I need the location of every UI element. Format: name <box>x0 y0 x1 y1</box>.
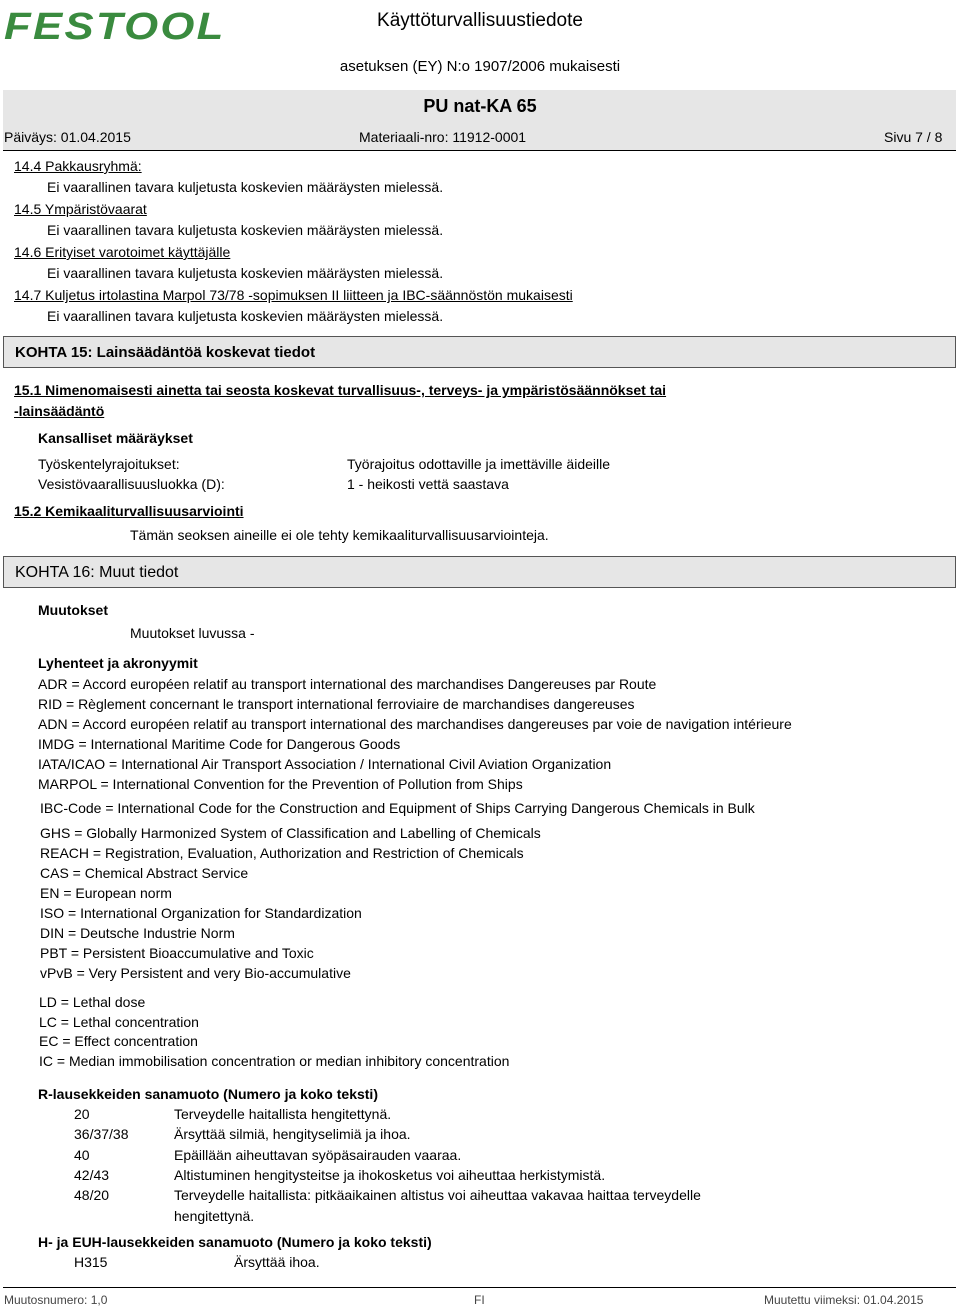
abbreviation-line: ADN = Accord européen relatif au transport international des marchandises dangereuses par voie de navigation intérieure <box>38 716 792 732</box>
abbreviation-line: ADR = Accord européen relatif au transport international des marchandises Dangereuses par Route <box>38 676 657 692</box>
work-restriction-label: Työskentelyrajoitukset: <box>38 456 180 472</box>
section-15-bar <box>3 336 956 368</box>
document-date: Päiväys: 01.04.2015 <box>4 129 131 145</box>
section-16-title: KOHTA 16: Muut tiedot <box>15 564 179 581</box>
language-code: FI <box>474 1293 485 1307</box>
section-15-title: KOHTA 15: Lainsäädäntöä koskevat tiedot <box>15 344 316 361</box>
heading-14-4: 14.4 Pakkausryhmä: <box>14 158 142 174</box>
r-phrase-text: Terveydelle haitallista: pitkäaikainen altistus voi aiheuttaa vakavaa haittaa terveydelle <box>174 1187 701 1203</box>
abbreviation-line: IMDG = International Maritime Code for Dangerous Goods <box>38 736 401 752</box>
last-modified: Muutettu viimeksi: 01.04.2015 <box>764 1293 924 1307</box>
r-phrase-code: 20 <box>74 1106 90 1122</box>
r-phrase-text: Terveydelle haitallista hengitettynä. <box>174 1106 392 1122</box>
abbreviation-line: IATA/ICAO = International Air Transport Association / International Civil Aviation Organization <box>38 756 612 772</box>
page-number: Sivu 7 / 8 <box>884 129 943 145</box>
heading-15-1-line2: -lainsäädäntö <box>14 403 105 419</box>
water-hazard-value: 1 - heikosti vettä saastava <box>347 476 509 492</box>
r-phrase-code: 42/43 <box>74 1167 110 1183</box>
abbreviation-line: LD = Lethal dose <box>39 994 146 1010</box>
header-rule <box>3 150 956 151</box>
text-14-7: Ei vaarallinen tavara kuljetusta koskevien määräysten mielessä. <box>47 308 444 324</box>
heading-14-6: 14.6 Erityiset varotoimet käyttäjälle <box>14 244 231 260</box>
text-14-5: Ei vaarallinen tavara kuljetusta koskevien määräysten mielessä. <box>47 222 444 238</box>
r-phrase-text: Ärsyttää silmiä, hengityselimiä ja ihoa. <box>174 1126 411 1142</box>
text-14-4: Ei vaarallinen tavara kuljetusta koskevien määräysten mielessä. <box>47 179 444 195</box>
heading-15-2: 15.2 Kemikaaliturvallisuusarviointi <box>14 503 244 519</box>
abbreviation-line: vPvB = Very Persistent and very Bio-accumulative <box>40 965 351 981</box>
heading-15-1-line1: 15.1 Nimenomaisesti ainetta tai seosta koskevat turvallisuus-, terveys- ja ympäristösäännökset tai <box>14 382 667 398</box>
h-phrase-text: Ärsyttää ihoa. <box>234 1254 320 1270</box>
abbreviations-heading: Lyhenteet ja akronyymit <box>38 655 198 671</box>
changes-heading: Muutokset <box>38 602 108 618</box>
abbreviation-line: DIN = Deutsche Industrie Norm <box>40 925 235 941</box>
abbreviation-line: EC = Effect concentration <box>39 1033 198 1049</box>
r-phrases-heading: R-lausekkeiden sanamuoto (Numero ja koko teksti) <box>38 1086 378 1102</box>
abbreviation-line: REACH = Registration, Evaluation, Authorization and Restriction of Chemicals <box>40 845 524 861</box>
festool-logo: FESTOOL <box>4 6 226 48</box>
abbreviation-line: LC = Lethal concentration <box>39 1014 199 1030</box>
footer-rule <box>3 1287 956 1288</box>
chemical-safety-text: Tämän seoksen aineille ei ole tehty kemikaaliturvallisuusarviointeja. <box>130 527 549 543</box>
r-phrase-continuation: hengitettynä. <box>174 1208 255 1224</box>
material-number: Materiaali-nro: 11912-0001 <box>359 129 527 145</box>
heading-14-7: 14.7 Kuljetus irtolastina Marpol 73/78 -sopimuksen II liitteen ja IBC-säännöstön mukaisesti <box>14 287 573 303</box>
abbreviation-line: MARPOL = International Convention for the Prevention of Pollution from Ships <box>38 776 523 792</box>
h-phrases-heading: H- ja EUH-lausekkeiden sanamuoto (Numero ja koko teksti) <box>38 1234 432 1250</box>
abbreviation-line: CAS = Chemical Abstract Service <box>40 865 249 881</box>
abbreviation-line: RID = Règlement concernant le transport international ferroviaire de marchandises dangereuses <box>38 696 635 712</box>
abbreviation-line: IC = Median immobilisation concentration or median inhibitory concentration <box>39 1053 510 1069</box>
r-phrase-code: 36/37/38 <box>74 1126 129 1142</box>
document-subtitle: asetuksen (EY) N:o 1907/2006 mukaisesti <box>339 58 621 75</box>
abbreviation-line: ISO = International Organization for Standardization <box>40 905 362 921</box>
changes-text: Muutokset luvussa - <box>130 625 255 641</box>
abbreviation-line: PBT = Persistent Bioaccumulative and Toxic <box>40 945 314 961</box>
section-16-bar <box>3 556 956 588</box>
heading-14-5: 14.5 Ympäristövaarat <box>14 201 147 217</box>
product-name: PU nat-KA 65 <box>423 96 537 116</box>
abbreviation-line: EN = European norm <box>40 885 172 901</box>
r-phrase-text: Altistuminen hengitysteitse ja ihokosketus voi aiheuttaa herkistymistä. <box>174 1167 606 1183</box>
abbreviation-line: GHS = Globally Harmonized System of Classification and Labelling of Chemicals <box>40 825 541 841</box>
abbreviation-line: IBC-Code = International Code for the Construction and Equipment of Ships Carrying Dangerous Chemicals in Bulk <box>40 800 755 816</box>
text-14-6: Ei vaarallinen tavara kuljetusta koskevien määräysten mielessä. <box>47 265 444 281</box>
h-phrase-code: H315 <box>74 1254 108 1270</box>
r-phrase-text: Epäillään aiheuttavan syöpäsairauden vaaraa. <box>174 1147 462 1163</box>
r-phrase-code: 40 <box>74 1147 90 1163</box>
work-restriction-value: Työrajoitus odottaville ja imettäville äideille <box>347 456 611 472</box>
document-title: Käyttöturvallisuustiedote <box>377 10 583 31</box>
national-regulations-heading: Kansalliset määräykset <box>38 430 193 446</box>
r-phrase-code: 48/20 <box>74 1187 110 1203</box>
water-hazard-label: Vesistövaarallisuusluokka (D): <box>38 476 225 492</box>
revision-number: Muutosnumero: 1,0 <box>4 1293 108 1307</box>
